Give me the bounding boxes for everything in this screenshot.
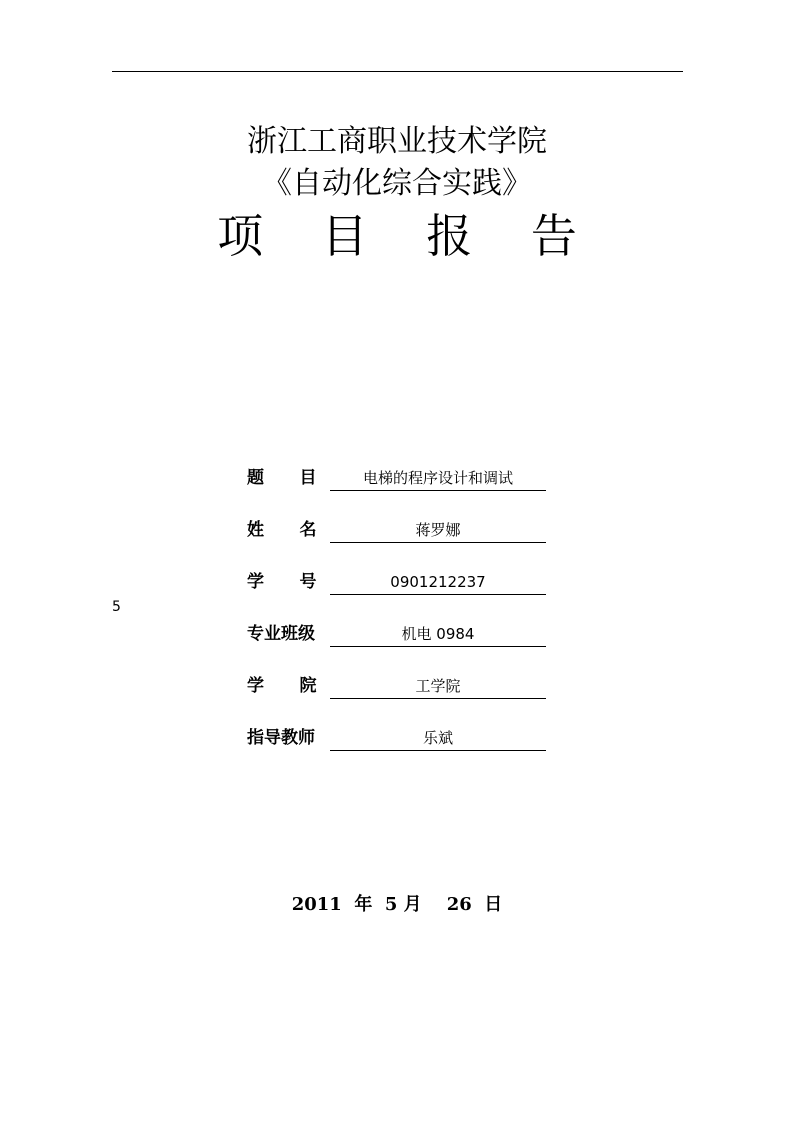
header-rule: [112, 71, 683, 72]
field-label: 学 院: [247, 676, 317, 696]
school-title: 浙江工商职业技术学院: [247, 124, 547, 159]
field-value: 蒋罗娜: [415, 521, 461, 539]
field-underline: [330, 750, 546, 751]
report-title: 项 目 报 告: [217, 209, 599, 263]
field-label: 指导教师: [247, 728, 315, 748]
field-value: 乐斌: [422, 729, 453, 747]
field-name: [247, 520, 557, 552]
field-value: 电梯的程序设计和调试: [362, 469, 513, 487]
field-label: 学 号: [247, 572, 317, 592]
side-mark: 5: [112, 599, 121, 615]
field-label: 专业班级: [247, 624, 315, 644]
field-topic: [247, 468, 557, 500]
field-value: 机电 0984: [401, 625, 475, 643]
field-class: [247, 624, 557, 656]
field-underline: [330, 490, 546, 491]
report-date: 2011 年 5 月 26 日: [291, 894, 503, 915]
field-underline: [330, 698, 546, 699]
field-value: 0901212237: [390, 573, 486, 591]
field-label: 姓 名: [247, 520, 317, 540]
course-title: 《自动化综合实践》: [262, 166, 532, 201]
field-student-id: [247, 572, 557, 604]
field-college: [247, 676, 557, 708]
field-underline: [330, 594, 546, 595]
field-value: 工学院: [415, 677, 461, 695]
field-underline: [330, 542, 546, 543]
field-label: 题 目: [247, 468, 317, 488]
field-advisor: [247, 728, 557, 760]
field-underline: [330, 646, 546, 647]
